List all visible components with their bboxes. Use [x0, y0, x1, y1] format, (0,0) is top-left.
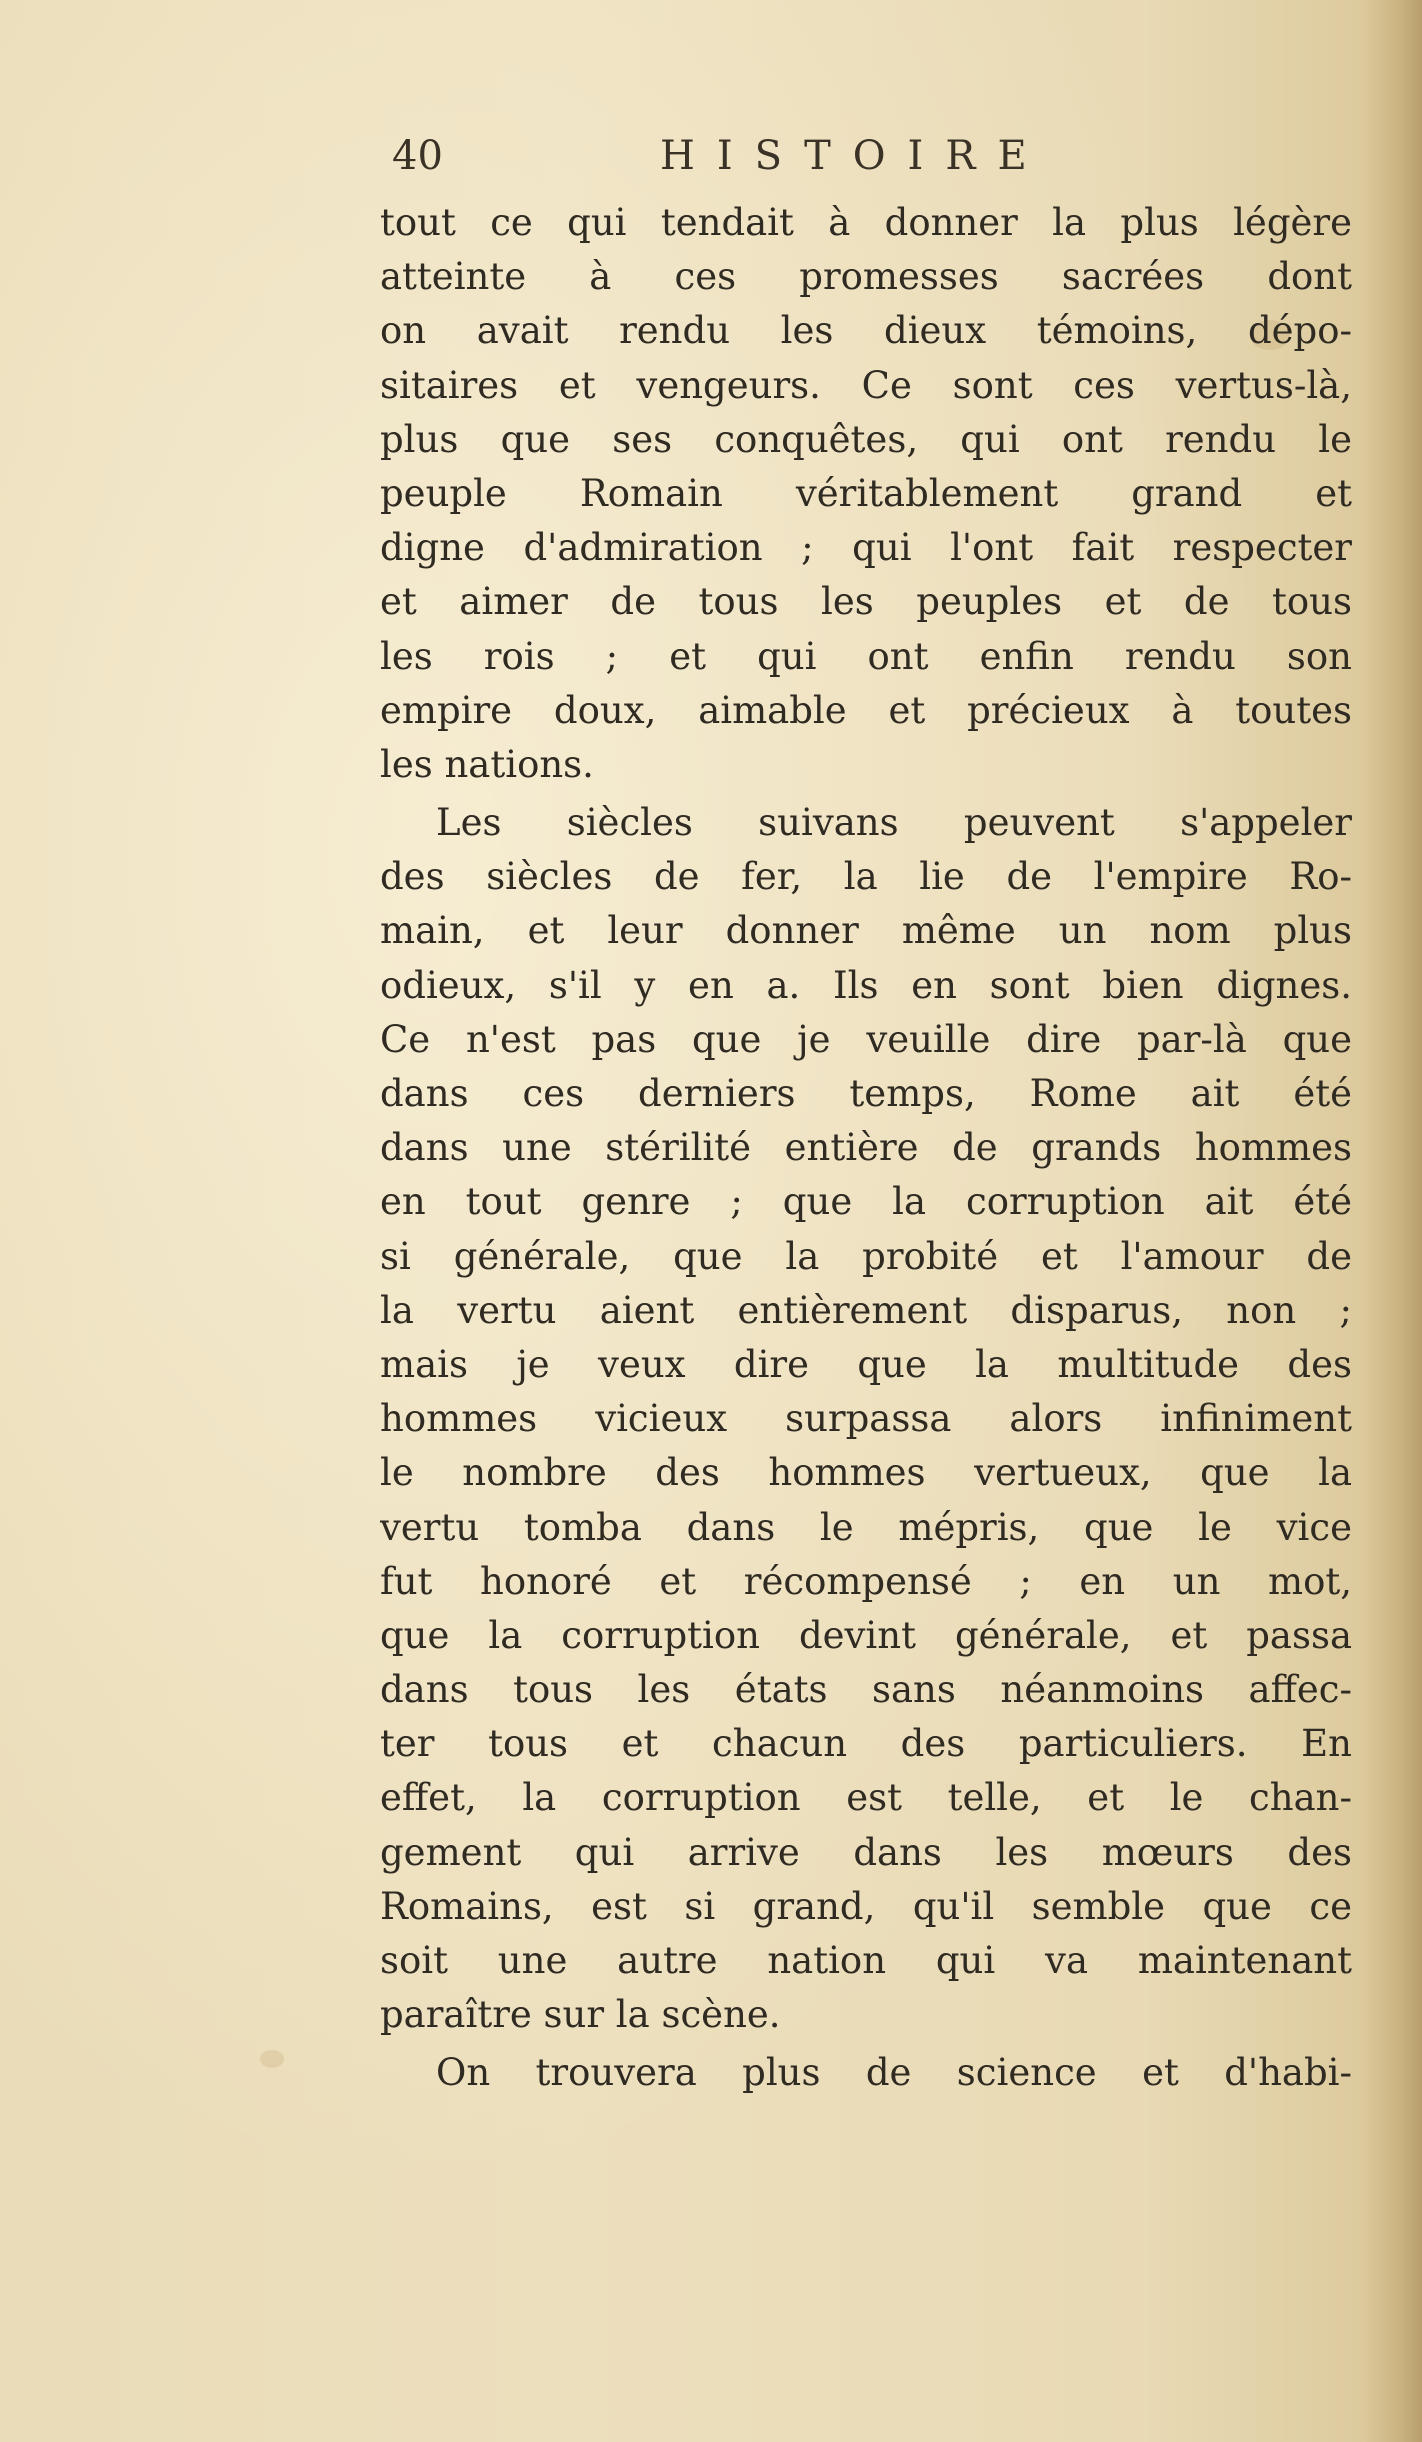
text-line: dans une stérilité entière de grands hommes — [380, 1126, 1352, 1170]
text-line: on avait rendu les dieux témoins, dépo- — [380, 309, 1352, 353]
text-line: soit une autre nation qui va maintenant — [380, 1939, 1352, 1982]
text-line: la vertu aient entièrement disparus, non ; — [380, 1288, 1352, 1332]
page-header — [392, 128, 1292, 184]
body-text — [380, 196, 1352, 2101]
text-line: atteinte à ces promesses sacrées dont — [380, 255, 1352, 299]
text-line: Les siècles suivans peuvent s'appeler — [436, 801, 1352, 845]
text-line: vertu tomba dans le mépris, que le vice — [380, 1505, 1352, 1549]
text-line: empire doux, aimable et précieux à toutes — [380, 688, 1352, 732]
paragraph-2 — [380, 796, 1352, 2042]
text-line: ter tous et chacun des particuliers. En — [380, 1722, 1352, 1766]
text-line: On trouvera plus de science et d'habi- — [436, 2051, 1352, 2095]
text-line: hommes vicieux surpassa alors infiniment — [380, 1397, 1352, 1441]
text-line: effet, la corruption est telle, et le chan- — [380, 1776, 1352, 1820]
text-line: les nations. — [380, 742, 594, 786]
text-line: dans tous les états sans néanmoins affec- — [380, 1668, 1352, 1712]
paragraph-3 — [380, 2046, 1352, 2100]
paragraph-1 — [380, 196, 1352, 792]
text-line: mais je veux dire que la multitude des — [380, 1342, 1352, 1386]
text-line: des siècles de fer, la lie de l'empire Ro- — [380, 855, 1352, 899]
text-line: plus que ses conquêtes, qui ont rendu le — [380, 417, 1352, 461]
text-line: le nombre des hommes vertueux, que la — [380, 1451, 1352, 1495]
text-line: fut honoré et récompensé ; en un mot, — [380, 1559, 1352, 1603]
text-line: paraître sur la scène. — [380, 1993, 781, 2037]
text-line: que la corruption devint générale, et passa — [380, 1613, 1352, 1657]
text-line: digne d'admiration ; qui l'ont fait respecter — [380, 526, 1352, 570]
text-line: Romains, est si grand, qu'il semble que ce — [380, 1884, 1352, 1928]
running-title: HISTOIRE — [660, 133, 1049, 179]
paper-stain — [260, 2050, 284, 2068]
page-number: 40 — [392, 133, 443, 179]
text-line: main, et leur donner même un nom plus — [380, 909, 1352, 953]
text-line: Ce n'est pas que je veuille dire par-là que — [380, 1017, 1352, 1061]
page-binding-edge — [1362, 0, 1422, 2442]
text-line: dans ces derniers temps, Rome ait été — [380, 1072, 1352, 1115]
text-line: sitaires et vengeurs. Ce sont ces vertus-là, — [380, 363, 1352, 407]
text-line: odieux, s'il y en a. Ils en sont bien dignes. — [380, 963, 1352, 1007]
text-line: en tout genre ; que la corruption ait été — [380, 1180, 1352, 1224]
text-line: peuple Romain véritablement grand et — [380, 471, 1352, 515]
text-line: les rois ; et qui ont enfin rendu son — [380, 634, 1352, 678]
text-line: si générale, que la probité et l'amour de — [380, 1234, 1352, 1278]
text-line: et aimer de tous les peuples et de tous — [380, 580, 1352, 624]
text-line: gement qui arrive dans les mœurs des — [380, 1830, 1352, 1874]
text-line: tout ce qui tendait à donner la plus légère — [380, 201, 1352, 244]
